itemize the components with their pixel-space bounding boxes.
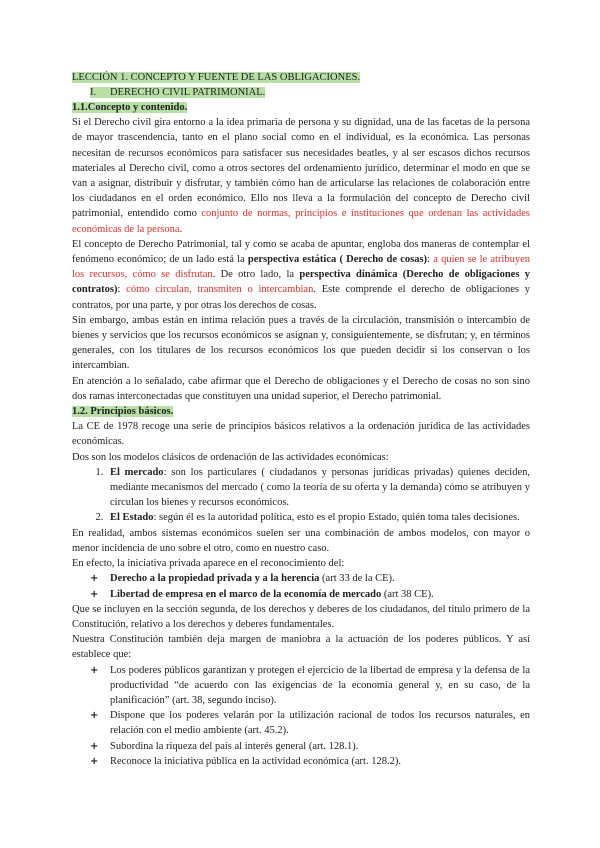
document-page bbox=[72, 70, 530, 769]
definition-highlight: conjunto de normas, principios e instituciones que ordenan las actividades económicas de la persona bbox=[72, 208, 530, 235]
models-list bbox=[72, 465, 530, 526]
list-item: + Libertad de empresa en el marco de la economía de mercado (art 38 CE). bbox=[106, 587, 530, 602]
subsection-heading-principios: 1.2. Principios básicos. bbox=[72, 406, 174, 418]
paragraph-iniciativa: En efecto, la iniciativa privada aparece en el reconocimiento del: bbox=[72, 558, 345, 570]
paragraph-relacion: Sin embargo, ambas están en íntima relación pues a través de la circulación, transmisión o intercambio de bienes y servicios que los recursos económicos se asignan y, consiguientemente, se disfrutan; y, en términos generales, con los titulares de los recursos económicos los que pueden decidir si los conservan o los intercambian. bbox=[72, 314, 530, 372]
paragraph-unidad: En atención a lo señalado, cabe afirmar que el Derecho de obligaciones y el Derecho de cosas no son sino dos ramas interconectadas que constituyen una unidad superior, el Derecho patrimonial. bbox=[72, 375, 530, 402]
list-item: + Los poderes públicos garantizan y protegen el ejercicio de la libertad de empresa y la defensa de la productividad “de acuerdo con las exigencias de la economía general y, en su caso, de la planificación” (art. 38, segundo inciso). bbox=[106, 663, 530, 709]
subsection-heading-concepto: 1.1.Concepto y contenido. bbox=[72, 102, 188, 113]
paragraph-modelos: Dos son los modelos clásicos de ordenación de las actividades económicas: bbox=[72, 451, 389, 463]
paragraph-concepto: Si el Derecho civil gira entorno a la idea primaria de persona y su dignidad, una de las facetas de la persona de mayor trascendencia, tanto en el plano social como en el individual, es la económica. Las personas necesitan de recursos económicos para satisfacer sus necesidades beatles, y al ser escasos dichos recursos materiales al Derecho civil, como a otros sectores del ordenamiento jurídico, determinar el modo en que se van a asignar, distribuir y disfrutar, y también cómo han de articularse las relaciones de colaboración entre los ciudadanos en el orden económico. Ello nos lleva a la formulación del concepto de Derecho civil patrimonial, entendido como conjunto de normas, principios e instituciones que ordenan las actividades económicas de la persona. bbox=[72, 117, 530, 235]
list-item: 2. El Estado: según él es la autoridad política, esto es el propio Estado, quién toma tales decisiones. bbox=[106, 510, 530, 525]
paragraph-poderes: Nuestra Constitución también deja margen de maniobra a la actuación de los poderes públicos. Y así establece que: bbox=[72, 634, 530, 661]
list-item: + Derecho a la propiedad privada y a la herencia (art 33 de la CE). bbox=[106, 571, 530, 586]
section-heading bbox=[90, 85, 530, 100]
perspectiva-dinamica: perspectiva dinámica (Derecho de obligaciones y contratos) bbox=[72, 269, 531, 296]
list-item: + Reconoce la iniciativa pública en la actividad económica (art. 128.2). bbox=[106, 754, 530, 769]
lesson-title: LECCIÓN 1. CONCEPTO Y FUENTE DE LAS OBLIGACIONES. bbox=[72, 72, 361, 83]
section-number: I. bbox=[90, 87, 97, 98]
powers-list bbox=[72, 663, 530, 769]
list-item: + Dispone que los poderes velarán por la utilización racional de todos los recursos naturales, en relación con el medio ambiente (art. 45.2). bbox=[106, 708, 530, 738]
list-item: 1. El mercado: son los particulares ( ciudadanos y personas jurídicas privadas) quienes deciden, mediante mecanismos del mercado ( como la teoría de su oferta y la demanda) cómo se atribuyen y circulan los bienes y recursos económicos. bbox=[106, 465, 530, 511]
list-item: + Subordina la riqueza del país al interés general (art. 128.1). bbox=[106, 739, 530, 754]
paragraph-realidad: En realidad, ambos sistemas económicos suelen ser una combinación de ambos modelos, con mayor o menor incidencia de uno sobre el otro, como en nuestro caso. bbox=[72, 527, 530, 554]
paragraph-seccion: Que se incluyen en la sección segunda, de los derechos y deberes de los ciudadanos, del título primero de la Constitución, relativo a los derechos y deberes fundamentales. bbox=[72, 603, 530, 630]
paragraph-perspectivas: El concepto de Derecho Patrimonial, tal y como se acaba de apuntar, engloba dos maneras de contemplar el fenómeno económico; de un lado está la perspectiva estática ( Derecho de cosas): a quien se le atribuyen los recursos, cómo se disfrutan. De otro lado, la perspectiva dinámica (Derecho de obligaciones y contratos): cómo circulan, transmiten o intercambian. Este comprende el derecho de obligaciones y contratos, por una parte, y por otras los derechos de cosas. bbox=[72, 238, 531, 311]
recognition-list bbox=[72, 571, 530, 601]
section-title: DERECHO CIVIL PATRIMONIAL. bbox=[110, 87, 266, 98]
perspectiva-estatica: perspectiva estática ( Derecho de cosas) bbox=[247, 254, 428, 266]
paragraph-ce1978: La CE de 1978 recoge una serie de principios básicos relativos a la ordenación jurídica de las actividades económicas. bbox=[72, 421, 530, 448]
